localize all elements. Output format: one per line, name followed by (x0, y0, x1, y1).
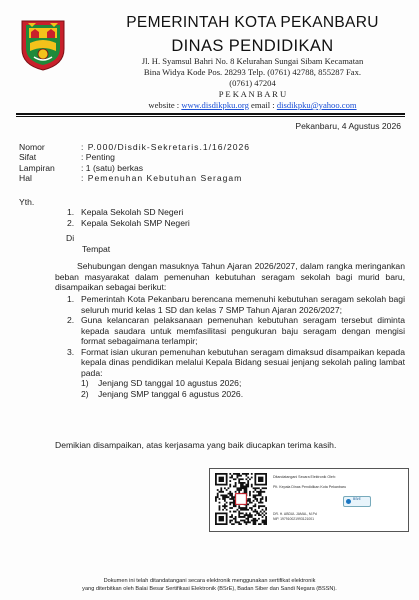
intro-paragraph: Sehubungan dengan masuknya Tahun Ajaran 2026/2027, dalam rangka meringankan beban masyarakat dalam pemenuhan kebutuhan seragam sekolah bagi murid baru, disampaikan sebagai berikut: (55, 261, 405, 292)
item-number: 1) (81, 378, 89, 388)
deadline-list (81, 378, 405, 399)
salutation: Yth. (19, 197, 35, 207)
signed-by-label: Ditandatangani Secara Elektronik Oleh: (273, 475, 336, 479)
item-text: Jenjang SD tanggal 10 agustus 2026; (98, 378, 242, 388)
contact-line (100, 100, 405, 111)
meta-value: : P.000/Disdik-Sekretaris.1/16/2026 (81, 142, 251, 152)
item-text: Kepala Sekolah SMP Negeri (81, 217, 190, 228)
website-link[interactable]: www.disdikpku.org (181, 100, 249, 110)
meta-row-sifat (19, 152, 250, 162)
city-emblem-logo (20, 19, 66, 71)
list-item (81, 378, 405, 389)
meta-label: Sifat (19, 152, 37, 163)
letter-meta (19, 142, 250, 184)
meta-row-nomor (19, 142, 250, 152)
list-item (81, 389, 405, 400)
bsre-logo-icon (346, 499, 351, 504)
header-divider (16, 113, 405, 115)
tempat-label: Tempat (82, 244, 111, 254)
address-line: Bina Widya Kode Pos. 28293 Telp. (0761) 42788, 855287 Fax. (143, 67, 362, 77)
letterhead (100, 14, 405, 111)
meta-label: Lampiran (19, 162, 55, 173)
item-number: 1. (67, 207, 75, 217)
meta-row-lampiran (19, 163, 250, 173)
footer-note (0, 578, 419, 593)
list-item (67, 207, 190, 218)
signer-nip: NIP. 197910021993121001 (273, 517, 315, 521)
email-link[interactable]: disdikpku@yahoo.com (276, 100, 357, 110)
di-label: Di (66, 233, 75, 243)
list-item (67, 294, 405, 315)
list-item (67, 347, 405, 379)
website-label: website : (148, 100, 182, 110)
address-line: Jl. H. Syamsul Bahri No. 8 Kelurahan Sungai Sibam Kecamatan (141, 56, 364, 66)
item-text: Kepala Sekolah SD Negeri (81, 207, 184, 217)
item-number: 2. (67, 217, 75, 228)
footer-line: Dokumen ini telah ditandatangani secara elektronik menggunakan sertifikat elektronik (103, 578, 316, 584)
address-block (100, 56, 405, 100)
meta-value: : Penting (81, 152, 115, 163)
item-number: 1. (67, 294, 75, 304)
item-text: Format isian ukuran pemenuhan kebutuhan seragam dimaksud disampaikan kepada kepala dinas pendidikan melalui Kepala Bidang sesuai jenjang sekolah paling lambat pada: (81, 346, 405, 378)
qr-center-logo-icon (236, 494, 247, 505)
address-line: (0761) 47204 (229, 78, 276, 88)
footer-line: yang diterbitkan oleh Balai Besar Sertifikasi Elektronik (BSrE), Badan Siber dan Sandi Negara (BSSN). (82, 585, 337, 592)
signer-name: DR. H. ABDUL JAMAL, M.Pd (273, 512, 317, 516)
item-text: Jenjang SMP tanggal 6 agustus 2026. (98, 388, 244, 399)
department-name: DINAS PENDIDIKAN (171, 37, 334, 55)
bsre-label: BSrE (353, 497, 361, 501)
list-item (67, 218, 190, 229)
recipient-list (67, 207, 190, 228)
closing-sentence: Demikian disampaikan, atas kerjasama yang baik diucapkan terima kasih. (55, 440, 337, 450)
points-list (67, 294, 405, 399)
city-name: P E K A N B A R U (218, 89, 287, 99)
letter-date: Pekanbaru, 4 Agustus 2026 (295, 121, 401, 131)
qr-code[interactable] (215, 473, 267, 525)
electronic-signature-box (209, 468, 409, 532)
header-divider-thin (16, 116, 405, 117)
item-number: 2. (67, 315, 75, 325)
signer-position: Plt. Kepala Dinas Pendidikan Kota Pekanbaru (273, 485, 347, 489)
meta-row-hal (19, 173, 250, 183)
item-number: 2) (81, 388, 89, 399)
meta-label: Hal (19, 173, 32, 184)
meta-value: : 1 (satu) berkas (81, 162, 144, 173)
list-item (67, 315, 405, 347)
item-text: Guna kelancaran pelaksanaan pemenuhan kebutuhan seragam tersebut diminta kepada saudara untuk memfasilitasi pengukuran baju seragam dengan mengisi format sebagaimana terlampir; (81, 315, 405, 346)
bsre-badge (343, 496, 371, 507)
meta-value: : Pemenuhan Kebutuhan Seragam (81, 173, 243, 184)
item-number: 3. (67, 346, 75, 357)
item-text: Pemerintah Kota Pekanbaru berencana memenuhi kebutuhan seragam sekolah bagi seluruh murid kelas 1 SD dan kelas 7 SMP Tahun Ajaran 2026/2027; (81, 294, 405, 315)
meta-label: Nomor (19, 142, 45, 152)
government-name: PEMERINTAH KOTA PEKANBARU (126, 14, 379, 31)
email-label: email : (248, 100, 277, 110)
